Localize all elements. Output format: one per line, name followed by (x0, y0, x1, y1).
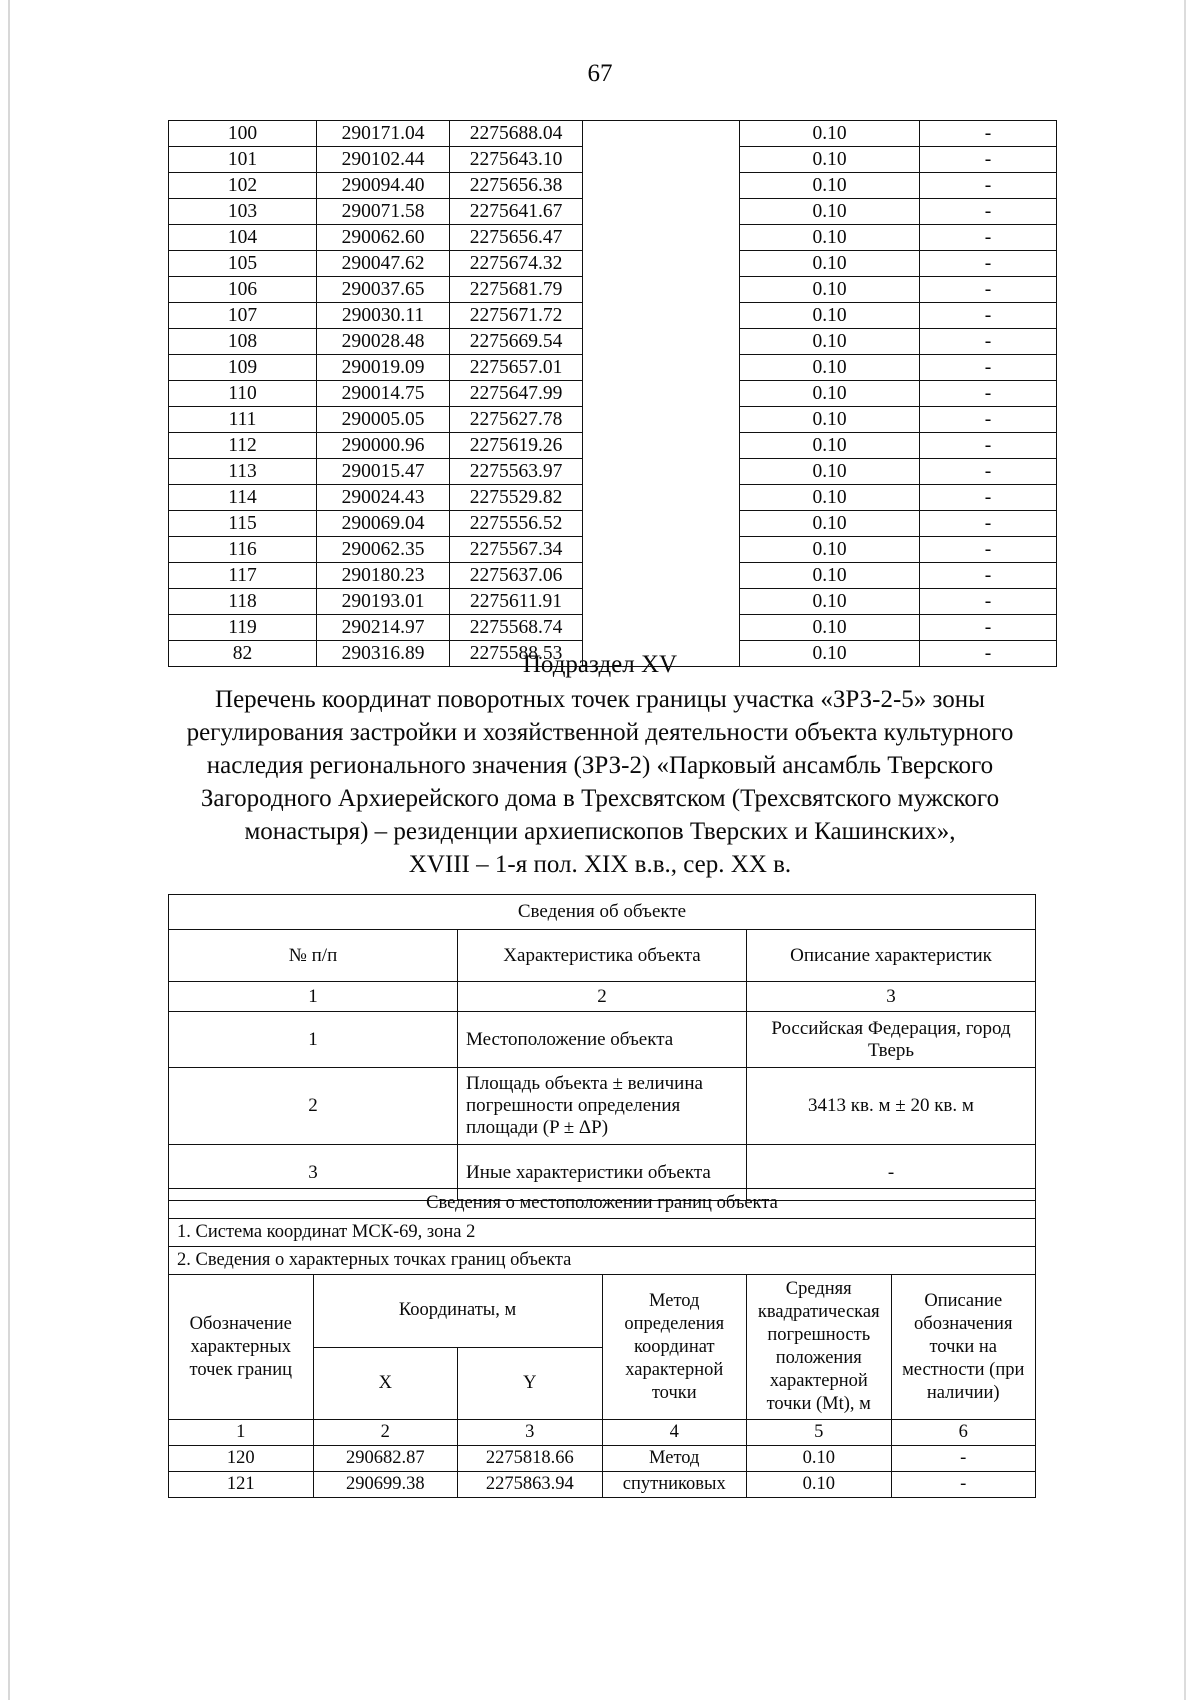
cell-mt: 0.10 (740, 485, 920, 511)
cell-characteristic: Местоположение объекта (458, 1012, 747, 1068)
table-header-row (169, 930, 1036, 982)
cell-method (583, 121, 740, 147)
cell-description: - (747, 1145, 1036, 1201)
cell-description: - (920, 459, 1057, 485)
table-row (169, 589, 1057, 615)
cell-description: - (920, 407, 1057, 433)
cell-description: - (891, 1472, 1036, 1498)
header-mt: Средняя квадратическая погрешность положения характерной точки (Mt), м (747, 1275, 892, 1420)
cell-method (583, 563, 740, 589)
cell-description: - (920, 589, 1057, 615)
cell-description: - (920, 641, 1057, 667)
cell-description: - (920, 173, 1057, 199)
cell-row-number: 2 (169, 1068, 458, 1145)
cell-description: - (920, 329, 1057, 355)
cell-point-number: 112 (169, 433, 317, 459)
cell-y: 2275647.99 (450, 381, 583, 407)
object-table-caption: Сведения об объекте (169, 895, 1036, 930)
cell-y: 2275637.06 (450, 563, 583, 589)
cell-description: - (920, 147, 1057, 173)
cell-point-number: 114 (169, 485, 317, 511)
subsection-line-2: регулирования застройки и хозяйственной деятельности объекта культурного (186, 719, 1014, 746)
table-row (169, 563, 1057, 589)
cell-mt: 0.10 (740, 641, 920, 667)
subsection-title: Подраздел XV (522, 651, 678, 678)
cell-x: 290094.40 (317, 173, 450, 199)
cell-y: 2275671.72 (450, 303, 583, 329)
column-number-3: 3 (747, 982, 1036, 1012)
cell-mt: 0.10 (740, 381, 920, 407)
cell-mt: 0.10 (740, 407, 920, 433)
cell-x: 290005.05 (317, 407, 450, 433)
table-row (169, 1012, 1036, 1068)
cell-description: - (891, 1446, 1036, 1472)
subsection-line-1: Перечень координат поворотных точек границы участка «ЗРЗ-2-5» зоны (215, 686, 985, 713)
cell-characteristic: Площадь объекта ± величина погрешности определения площади (P ± ΔP) (458, 1068, 747, 1145)
cell-mt: 0.10 (740, 563, 920, 589)
cell-point-number: 103 (169, 199, 317, 225)
cell-x: 290015.47 (317, 459, 450, 485)
cell-y: 2275688.04 (450, 121, 583, 147)
cell-y: 2275611.91 (450, 589, 583, 615)
table-row (169, 537, 1057, 563)
cell-description: - (920, 615, 1057, 641)
table-row (169, 173, 1057, 199)
cell-method-line-2: спутниковых (602, 1472, 747, 1498)
subsection-line-5: монастыря) – резиденции архиепископов Тверских и Кашинских», (244, 818, 956, 845)
cell-method (583, 459, 740, 485)
characteristic-points-note: 2. Сведения о характерных точках границ объекта (169, 1247, 1036, 1275)
cell-y: 2275641.67 (450, 199, 583, 225)
cell-mt: 0.10 (740, 303, 920, 329)
cell-characteristic: Иные характеристики объекта (458, 1145, 747, 1201)
cell-x: 290171.04 (317, 121, 450, 147)
border-location-table-body (169, 1189, 1036, 1498)
cell-method (583, 277, 740, 303)
cell-point-number: 115 (169, 511, 317, 537)
cell-y: 2275619.26 (450, 433, 583, 459)
subsection-line-6: XVIII – 1-я пол. XIX в.в., сер. XX в. (408, 851, 792, 878)
cell-mt: 0.10 (747, 1446, 892, 1472)
cell-x: 290062.60 (317, 225, 450, 251)
cell-x: 290062.35 (317, 537, 450, 563)
cell-description: - (920, 485, 1057, 511)
table-header-row-1 (169, 1275, 1036, 1348)
cell-x: 290047.62 (317, 251, 450, 277)
cell-mt: 0.10 (740, 355, 920, 381)
header-method: Метод определения координат характерной точки (602, 1275, 747, 1420)
cell-x: 290037.65 (317, 277, 450, 303)
cell-x: 290316.89 (317, 641, 450, 667)
cell-y: 2275818.66 (458, 1446, 603, 1472)
cell-point-number: 104 (169, 225, 317, 251)
header-y: Y (458, 1347, 603, 1420)
cell-description: - (920, 537, 1057, 563)
cell-method (583, 615, 740, 641)
table-row (169, 459, 1057, 485)
cell-method (583, 199, 740, 225)
cell-point-number: 106 (169, 277, 317, 303)
cell-y: 2275567.34 (450, 537, 583, 563)
cell-point-number: 82 (169, 641, 317, 667)
cell-method (583, 251, 740, 277)
cell-point-number: 101 (169, 147, 317, 173)
cell-point-number: 121 (169, 1472, 314, 1498)
cell-description: - (920, 251, 1057, 277)
cell-method (583, 589, 740, 615)
cell-description: - (920, 355, 1057, 381)
cell-point-number: 119 (169, 615, 317, 641)
table-row (169, 277, 1057, 303)
column-number-2: 2 (458, 982, 747, 1012)
table-row (169, 329, 1057, 355)
header-description: Описание характеристик (747, 930, 1036, 982)
table-note-row (169, 1219, 1036, 1247)
cell-point-number: 113 (169, 459, 317, 485)
table-row (169, 303, 1057, 329)
column-number-2: 2 (313, 1420, 458, 1446)
cell-y: 2275656.47 (450, 225, 583, 251)
cell-mt: 0.10 (740, 615, 920, 641)
cell-y: 2275681.79 (450, 277, 583, 303)
border-table-caption: Сведения о местоположении границ объекта (169, 1189, 1036, 1219)
cell-mt: 0.10 (740, 173, 920, 199)
cell-x: 290000.96 (317, 433, 450, 459)
cell-description: - (920, 303, 1057, 329)
cell-x: 290682.87 (313, 1446, 458, 1472)
cell-point-number: 117 (169, 563, 317, 589)
cell-mt: 0.10 (740, 537, 920, 563)
column-number-1: 1 (169, 982, 458, 1012)
subsection-heading (150, 648, 1050, 881)
header-point-description: Описание обозначения точки на местности (при наличии) (891, 1275, 1036, 1420)
cell-mt: 0.10 (740, 225, 920, 251)
cell-method (583, 407, 740, 433)
cell-y: 2275643.10 (450, 147, 583, 173)
cell-method (583, 355, 740, 381)
cell-method (583, 433, 740, 459)
cell-y: 2275529.82 (450, 485, 583, 511)
table-row (169, 147, 1057, 173)
cell-mt: 0.10 (740, 433, 920, 459)
cell-description: - (920, 199, 1057, 225)
header-designation: Обозначение характерных точек границ (169, 1275, 314, 1420)
table-caption-row (169, 1189, 1036, 1219)
cell-x: 290028.48 (317, 329, 450, 355)
cell-mt: 0.10 (740, 277, 920, 303)
cell-method (583, 329, 740, 355)
cell-description: 3413 кв. м ± 20 кв. м (747, 1068, 1036, 1145)
cell-point-number: 118 (169, 589, 317, 615)
table-row (169, 407, 1057, 433)
coordinate-system-note: 1. Система координат МСК-69, зона 2 (169, 1219, 1036, 1247)
cell-point-number: 109 (169, 355, 317, 381)
cell-point-number: 108 (169, 329, 317, 355)
cell-y: 2275556.52 (450, 511, 583, 537)
cell-x: 290214.97 (317, 615, 450, 641)
object-info-table (168, 894, 1036, 1201)
border-location-table (168, 1188, 1036, 1498)
cell-x: 290071.58 (317, 199, 450, 225)
cell-description: - (920, 381, 1057, 407)
cell-x: 290014.75 (317, 381, 450, 407)
column-number-6: 6 (891, 1420, 1036, 1446)
header-x: X (313, 1347, 458, 1420)
header-characteristic: Характеристика объекта (458, 930, 747, 982)
cell-row-number: 3 (169, 1145, 458, 1201)
table-column-number-row (169, 982, 1036, 1012)
cell-x: 290193.01 (317, 589, 450, 615)
cell-x: 290019.09 (317, 355, 450, 381)
cell-y: 2275674.32 (450, 251, 583, 277)
scan-edge-right (1184, 0, 1186, 1700)
table-row (169, 121, 1057, 147)
table-row (169, 225, 1057, 251)
object-info-table-body (169, 895, 1036, 1201)
cell-point-number: 120 (169, 1446, 314, 1472)
table-row (169, 199, 1057, 225)
table-note-row (169, 1247, 1036, 1275)
cell-y: 2275863.94 (458, 1472, 603, 1498)
cell-x: 290024.43 (317, 485, 450, 511)
table-row (169, 511, 1057, 537)
cell-mt: 0.10 (740, 459, 920, 485)
cell-mt: 0.10 (747, 1472, 892, 1498)
cell-point-number: 111 (169, 407, 317, 433)
cell-row-number: 1 (169, 1012, 458, 1068)
cell-y: 2275657.01 (450, 355, 583, 381)
cell-x: 290699.38 (313, 1472, 458, 1498)
page-number: 67 (587, 60, 613, 87)
cell-description: - (920, 121, 1057, 147)
cell-x: 290180.23 (317, 563, 450, 589)
cell-method (583, 147, 740, 173)
cell-method (583, 511, 740, 537)
table-row (169, 1068, 1036, 1145)
table-row (169, 433, 1057, 459)
cell-method-line-1: Метод (602, 1446, 747, 1472)
cell-mt: 0.10 (740, 147, 920, 173)
column-number-5: 5 (747, 1420, 892, 1446)
cell-description: Российская Федерация, город Тверь (747, 1012, 1036, 1068)
cell-method (583, 303, 740, 329)
cell-y: 2275669.54 (450, 329, 583, 355)
cell-point-number: 100 (169, 121, 317, 147)
table-row (169, 251, 1057, 277)
cell-y: 2275627.78 (450, 407, 583, 433)
table-row (169, 485, 1057, 511)
table-caption-row (169, 895, 1036, 930)
table-row (169, 615, 1057, 641)
cell-point-number: 107 (169, 303, 317, 329)
header-number: № п/п (169, 930, 458, 982)
cell-mt: 0.10 (740, 251, 920, 277)
cell-method (583, 225, 740, 251)
table-row (169, 1472, 1036, 1498)
cell-method (583, 381, 740, 407)
subsection-line-3: наследия регионального значения (ЗРЗ-2) «Парковый ансамбль Тверского (206, 752, 994, 779)
cell-mt: 0.10 (740, 199, 920, 225)
cell-point-number: 105 (169, 251, 317, 277)
cell-mt: 0.10 (740, 329, 920, 355)
cell-mt: 0.10 (740, 121, 920, 147)
cell-method (583, 485, 740, 511)
column-number-3: 3 (458, 1420, 603, 1446)
cell-description: - (920, 277, 1057, 303)
cell-point-number: 110 (169, 381, 317, 407)
cell-description: - (920, 511, 1057, 537)
subsection-line-4: Загородного Архиерейского дома в Трехсвятском (Трехсвятского мужского (200, 785, 1000, 812)
cell-description: - (920, 225, 1057, 251)
table-row (169, 1446, 1036, 1472)
cell-y: 2275563.97 (450, 459, 583, 485)
table-row (169, 355, 1057, 381)
cell-y: 2275588.53 (450, 641, 583, 667)
cell-description: - (920, 433, 1057, 459)
coordinate-table-body (169, 121, 1057, 667)
cell-point-number: 102 (169, 173, 317, 199)
cell-x: 290030.11 (317, 303, 450, 329)
cell-method (583, 537, 740, 563)
cell-mt: 0.10 (740, 511, 920, 537)
header-coordinates-group: Координаты, м (313, 1275, 602, 1348)
cell-x: 290102.44 (317, 147, 450, 173)
column-number-4: 4 (602, 1420, 747, 1446)
column-number-1: 1 (169, 1420, 314, 1446)
cell-mt: 0.10 (740, 589, 920, 615)
cell-y: 2275568.74 (450, 615, 583, 641)
cell-description: - (920, 563, 1057, 589)
cell-y: 2275656.38 (450, 173, 583, 199)
table-column-number-row (169, 1420, 1036, 1446)
coordinate-table (168, 120, 1057, 667)
scan-edge-left (8, 0, 10, 1700)
cell-method (583, 173, 740, 199)
cell-x: 290069.04 (317, 511, 450, 537)
table-row (169, 381, 1057, 407)
cell-point-number: 116 (169, 537, 317, 563)
